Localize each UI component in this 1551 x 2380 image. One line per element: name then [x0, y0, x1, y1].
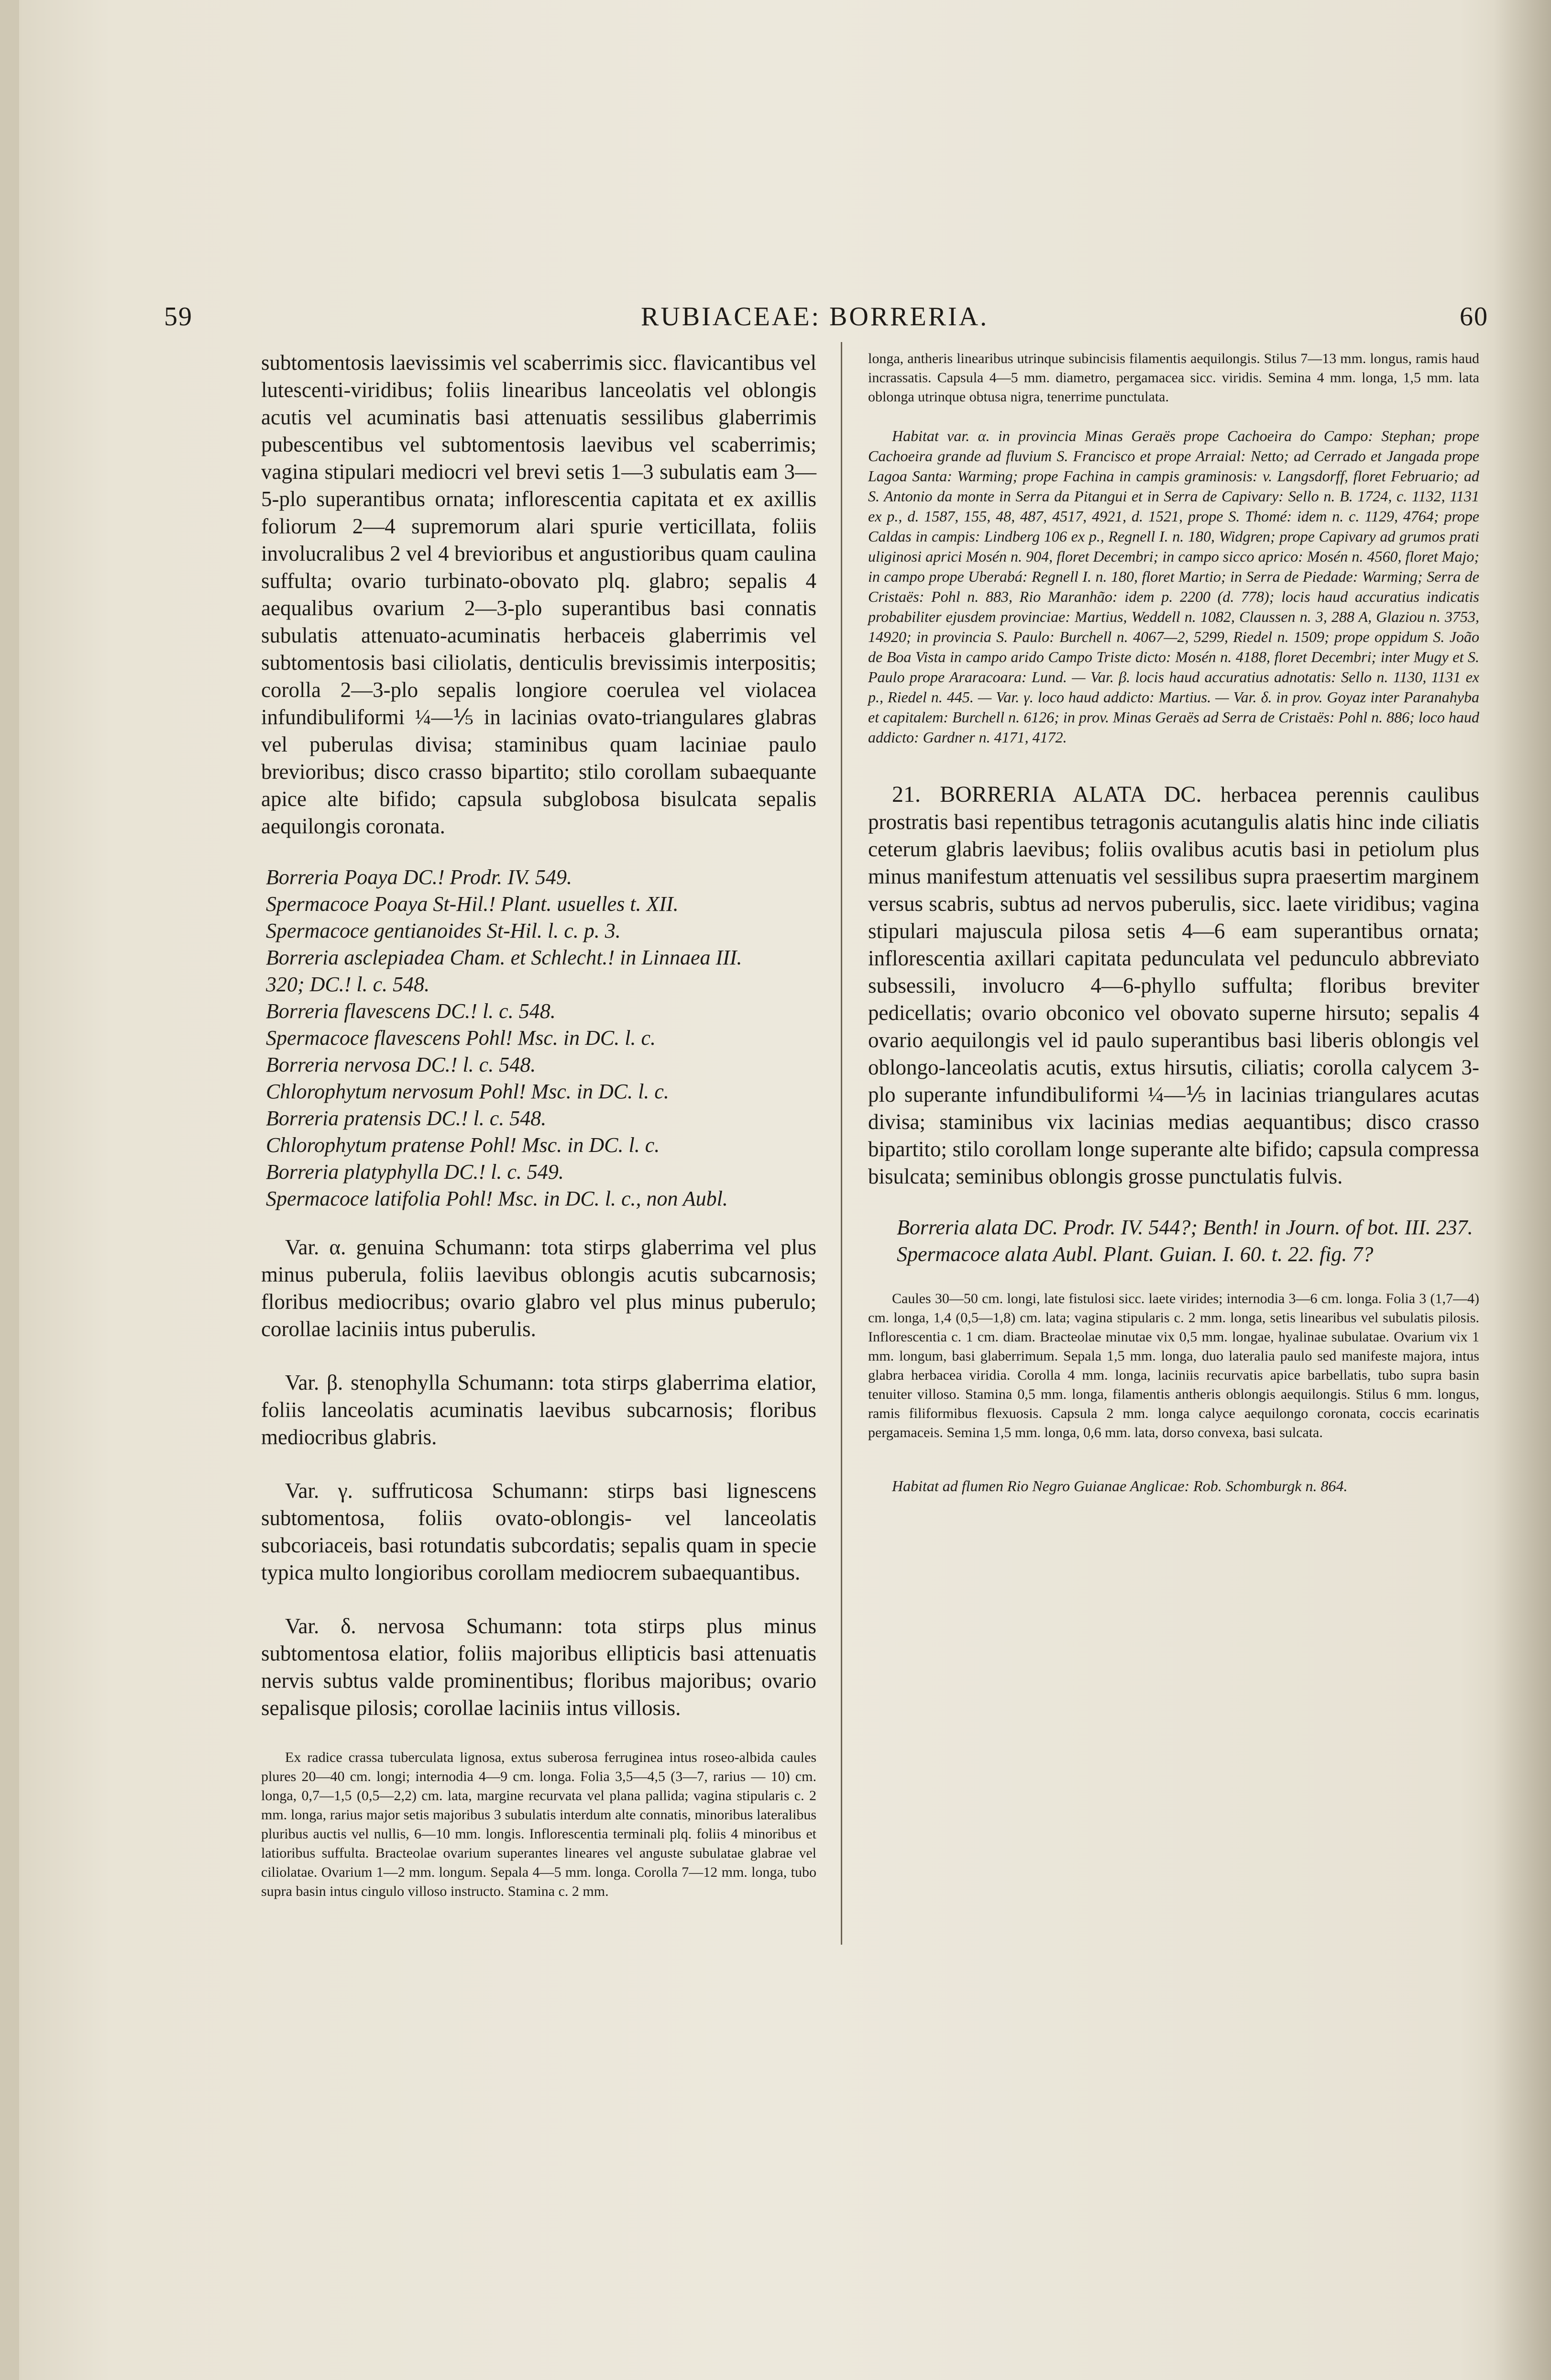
species-description — [868, 781, 1479, 1190]
synonym-entry: Borreria Poaya DC.! Prodr. IV. 549. — [266, 865, 572, 889]
synonym-entry: Borreria nervosa DC.! l. c. 548. — [266, 1053, 536, 1076]
habitat-paragraph-alata: Habitat ad flumen Rio Negro Guianae Anglicae: Rob. Schomburgk n. 864. — [892, 1477, 1348, 1494]
column-divider — [841, 342, 842, 1945]
species-diagnosis: herbacea perennis caulibus prostratis basi repentibus tetragonis acutangulis alatis hinc inde ciliatis ceterum glabris laevibus; foliis ovalibus acutis basi in petiolum plus minus manifestum attenuatis vel sessilibus supra praesertim marginem versus scabris, subtus ad nervos puberulis, sicc. laete viridibus; vagina stipulari majuscula pilosa setis 4—6 eam superantibus ornata; inflorescentia axillari capitata pedunculata vel pedunculo abbreviato subsessili, involucro 4—6-phyllo suffulta; floribus breviter pedicellatis; ovario obconico vel obovato superne hirsuto; sepalis 4 ovario aequilongis vel id paulo superantibus basi liberis oblongis vel oblongo-lanceolatis acutis, extus hirsutis, ciliatis; corolla calycem 3-plo superante infundibuliformi ¼—⅕ in lacinias triangulares acutas divisa; staminibus vix lacinias medias aequantibus; disco crasso bipartito; stilo corollam longe superante alte bifido; capsula compressa bisulcata; seminibus oblongis grosse punctulatis fulvis. — [868, 783, 1479, 1188]
synonym-entry: 320; DC.! l. c. 548. — [266, 973, 430, 996]
variety-alpha: Var. α. genuina Schumann: tota stirps glaberrima vel plus minus puberula, foliis laevibus oblongis acutis subcarnosis; floribus mediocribus; ovario glabro vel plus minus puberulo; corollae laciniis intus puberulis. — [261, 1235, 816, 1341]
variety-gamma: Var. γ. suffruticosa Schumann: stirps basi lignescens subtomentosa, foliis ovato-oblongis- vel lanceolatis subcoriaceis, basi rotundatis subcordatis; sepalis quam in specie typica multo longioribus corollam mediocrem subaequantibus. — [261, 1479, 816, 1584]
page-number-left: 59 — [164, 302, 193, 332]
left-column — [261, 349, 816, 1901]
synonym-entry: Spermacoce alata Aubl. Plant. Guian. I. 60. t. 22. fig. 7? — [897, 1242, 1374, 1266]
synonym-entry: Spermacoce latifolia Pohl! Msc. in DC. l. c., non Aubl. — [266, 1187, 728, 1210]
page-header — [19, 301, 1551, 340]
small-description-alata: Caules 30—50 cm. longi, late fistulosi sicc. laete virides; internodia 3—6 cm. longa. Folia 3 (1,7—4) cm. longa, 1,4 (0,5—1,8) cm. lata; vagina stipularis c. 2 mm. longa, setis linearibus vel subulatis pilosis. Inflorescentia c. 1 cm. diam. Bracteolae minutae vix 0,5 mm. longae, hyalinae subulatae. Ovarium vix 1 mm. longum, basi glaberrimum. Sepala 1,5 mm. longa, duo lateralia paulo sed manifeste majora, intus glabra herbacea viridia. Corolla 4 mm. longa, laciniis recurvatis apice barbellatis, tubo supra basin tenuiter villoso. Stamina 0,5 mm. longa, filamentis antheris oblongis aequilongis. Stilus 6 mm. longus, ramis filiformibus flexuosis. Capsula 2 mm. longa calyce aequilongo coronata, coccis ecarinatis pergamaceis. Semina 1,5 mm. longa, 0,6 mm. lata, dorso convexa, basi sulcata. — [868, 1291, 1479, 1440]
synonym-entry: Borreria platyphylla DC.! l. c. 549. — [266, 1160, 564, 1184]
synonym-list-alata — [868, 1214, 1479, 1268]
synonym-entry: Spermacoce gentianoides St-Hil. l. c. p. 3. — [266, 919, 621, 942]
small-description-continued: longa, antheris linearibus utrinque subincisis filamentis aequilongis. Stilus 7—13 mm. longus, ramis haud incrassatis. Capsula 4—5 mm. diametro, pergamacea sicc. viridis. Semina 4 mm. longa, 1,5 mm. lata oblonga utrinque obtusa nigra, tenerrime punctulata. — [868, 351, 1479, 405]
right-column — [868, 349, 1479, 1496]
synonym-entry: Spermacoce Poaya St-Hil.! Plant. usuelles t. XII. — [266, 892, 679, 916]
variety-delta: Var. δ. nervosa Schumann: tota stirps plus minus subtomentosa elatior, foliis majoribus ellipticis basi attenuatis nervis subtus valde prominentibus; floribus majoribus; ovario sepalisque pilosis; corollae laciniis intus villosis. — [261, 1614, 816, 1720]
synonym-entry: Chlorophytum nervosum Pohl! Msc. in DC. l. c. — [266, 1080, 669, 1103]
synonym-entry: Borreria alata DC. Prodr. IV. 544?; Benth! in Journ. of bot. III. 237. — [897, 1216, 1473, 1239]
page-number-right: 60 — [1460, 302, 1488, 332]
small-description: Ex radice crassa tuberculata lignosa, extus suberosa ferruginea intus roseo-albida caules plures 20—40 cm. longi; internodia 4—9 cm. longa. Folia 3,5—4,5 (3—7, rarius — 10) cm. longa, 0,7—1,5 (0,5—2,2) cm. lata, margine recurvata vel plana pallida; vagina stipularis c. 2 mm. longa, rarius major setis majoribus 3 subulatis interdum alte connatis, minoribus lateralibus pluribus auctis vel nullis, 6—10 mm. longis. Inflorescentia terminali plq. foliis 4 minoribus et latioribus suffulta. Bracteolae ovarium superantes lineares vel anguste subulatae glabrae vel ciliolatae. Ovarium 1—2 mm. longum. Sepala 4—5 mm. longa. Corolla 7—12 mm. longa, tubo supra basin intus cingulo villoso instructo. Stamina c. 2 mm. — [261, 1749, 816, 1899]
synonym-entry: Borreria pratensis DC.! l. c. 548. — [266, 1107, 547, 1130]
running-title: RUBIACEAE: BORRERIA. — [641, 302, 989, 332]
synonym-list — [261, 864, 816, 1212]
synonym-entry: Spermacoce flavescens Pohl! Msc. in DC. l. c. — [266, 1026, 656, 1050]
synonym-entry: Borreria flavescens DC.! l. c. 548. — [266, 999, 556, 1023]
synonym-entry: Chlorophytum pratense Pohl! Msc. in DC. l. c. — [266, 1133, 660, 1157]
book-page — [19, 0, 1551, 2380]
habitat-paragraph: Habitat var. α. in provincia Minas Geraës prope Cachoeira do Campo: Stephan; prope Cachoeira grande ad fluvium S. Francisco et prope Arraial: Netto; ad Cerrado et Jangada prope Lagoa Santa: Warming; prope Fachina in campis graminosis: v. Langsdorff, floret Februario; ad S. Antonio da monte in Serra da Pitangui et in Serra de Capivary: Sello n. B. 1724, c. 1132, 1131 ex p., d. 1587, 155, 48, 487, 4517, 4921, d. 1521, prope S. Thomé: idem n. c. 1129, 4764; prope Caldas in campis: Lindberg 106 ex p., Regnell I. n. 180, Widgren; prope Capivary ad grumos prati uliginosi aprici Mosén n. 904, floret Decembri; in campo sicco aprico: Mosén n. 4560, floret Majo; in campo prope Uberabá: Regnell I. n. 180, floret Martio; in Serra de Piedade: Warming; Serra de Cristaës: Pohl n. 883, Rio Maranhão: idem p. 2200 (d. 778); locis haud accuratius indicatis probabiliter ejusdem provinciae: Martius, Weddell n. 1082, Claussen n. 3, 288 A, Glaziou n. 3753, 14920; in provincia S. Paulo: Burchell n. 4067—2, 5299, Riedel n. 1509; prope oppidum S. João de Boa Vista in campo arido Campo Triste dicto: Mosén n. 4188, floret Decembri; inter Mugy et S. Paulo prope Araracoara: Lund. — Var. β. locis haud accuratius adnotatis: Sello n. 1130, 1131 ex p., Riedel n. 445. — Var. γ. loco haud addicto: Martius. — Var. δ. in prov. Goyaz inter Paranahyba et capitalem: Burchell n. 6126; in prov. Minas Geraës ad Serra de Cristaës: Pohl n. 886; loco haud addicto: Gardner n. 4171, 4172. — [868, 427, 1479, 746]
description-continued: subtomentosis laevissimis vel scaberrimis sicc. flavicantibus vel lutescenti-viridibus; foliis linearibus lanceolatis vel oblongis acutis vel acuminatis basi attenuatis sessilibus glaberrimis pubescentibus vel subtomentosis laevibus vel scaberrimis; vagina stipulari mediocri vel brevi setis 1—3 subulatis eam 3—5-plo superantibus ornata; inflorescentia capitata et ex axillis foliorum 2—4 supremorum alari spurie verticillata, foliis involucralibus 2 vel 4 brevioribus et angustioribus quam caulina suffulta; ovario turbinato-obovato plq. glabro; sepalis 4 aequalibus ovarium 2—3-plo superantibus basi connatis subulatis attenuato-acuminatis herbaceis glaberrimis vel subtomentosis basi ciliolatis, denticulis brevissimis interpositis; corolla 2—3-plo sepalis longiore coerulea vel violacea infundibuliformi ¼—⅕ in lacinias ovato-triangulares glabras vel puberulas divisa; staminibus quam laciniae paulo brevioribus; disco crasso bipartito; stilo corollam subaequante apice alte bifido; capsula subglobosa bisulcata sepalis aequilongis coronata. — [261, 351, 816, 838]
species-heading: 21. BORRERIA ALATA DC. — [892, 782, 1202, 807]
synonym-entry: Borreria asclepiadea Cham. et Schlecht.! in Linnaea III. — [266, 946, 742, 969]
page-edge-shadow — [1494, 0, 1551, 2380]
variety-beta: Var. β. stenophylla Schumann: tota stirps glaberrima elatior, foliis lanceolatis acuminatis laevibus subcarnosis; floribus mediocribus glabris. — [261, 1371, 816, 1449]
